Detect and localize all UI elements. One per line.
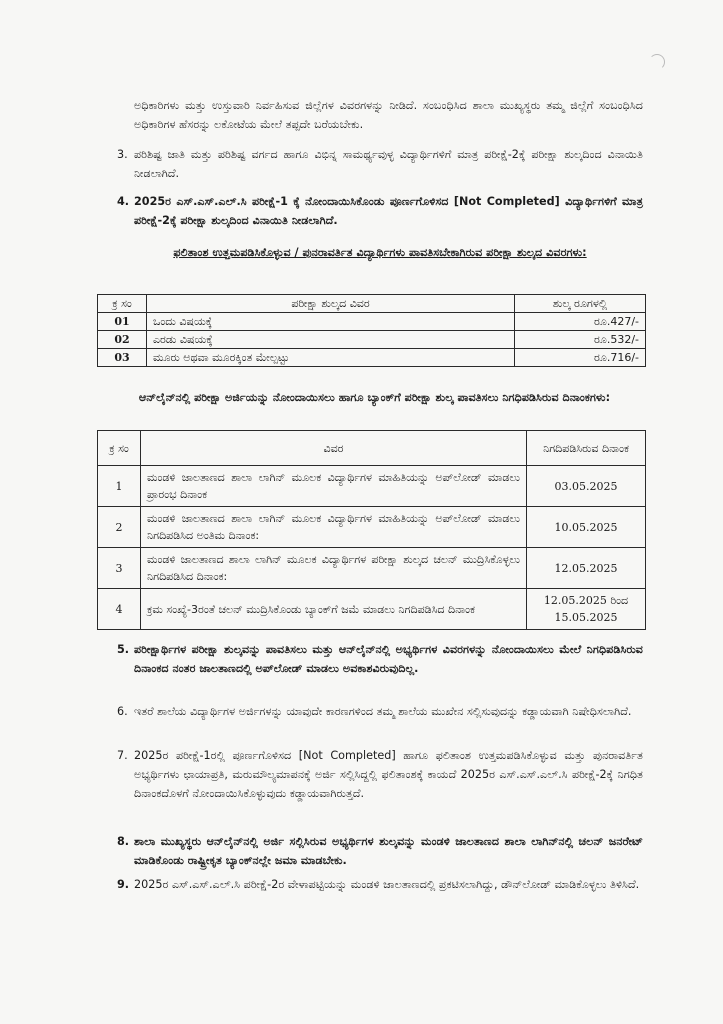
col-header-serial: ಕ್ರ ಸಂ xyxy=(98,295,147,313)
col-header-fee: ಶುಲ್ಕ ರೂಗಳಲ್ಲಿ xyxy=(515,295,646,313)
list-item-3 xyxy=(117,145,643,183)
item-text: ಶಾಲಾ ಮುಖ್ಯಸ್ಥರು ಆನ್‌ಲೈನ್‌ನಲ್ಲಿ ಅರ್ಜಿ ಸಲ್ಲಿಸಿರುವ ಅಭ್ಯರ್ಥಿಗಳ ಶುಲ್ಕವನ್ನು ಮಂಡಳಿ ಜಾಲತಾಣದ ಶಾಲಾ ಲಾಗಿನ್‌ನಲ್ಲಿ ಚಲನ್ ಜನರೇಟ್ ಮಾಡಿಕೊಂಡು ರಾಷ್ಟ್ರೀಕೃತ ಬ್ಯಾಂಕ್‌ನಲ್ಲೇ ಜಮಾ ಮಾಡಬೇಕು. xyxy=(134,835,643,867)
col-header-description: ಪರೀಕ್ಷಾ ಶುಲ್ಕದ ವಿವರ xyxy=(147,295,515,313)
item-number: 8. xyxy=(117,835,130,848)
col-header-description: ವಿವರ xyxy=(141,431,527,466)
fee-table xyxy=(97,294,646,367)
dates-heading-text: ಆನ್‌ಲೈನ್‌ನಲ್ಲಿ ಪರೀಕ್ಷಾ ಅರ್ಜಿಯನ್ನು ನೋಂದಾಯಿಸಲು ಹಾಗೂ ಬ್ಯಾಂಕ್‌ಗೆ ಪರೀಕ್ಷಾ ಶುಲ್ಕ ಪಾವತಿಸಲು ನಿಗಧಿಪಡಿಸಿರುವ ದಿನಾಂಕಗಳು: xyxy=(138,391,611,404)
table-header-row xyxy=(98,431,646,466)
cell-date: 10.05.2025 xyxy=(527,507,646,548)
item-number: 9. xyxy=(117,878,130,891)
table-row xyxy=(98,349,646,367)
list-item-5 xyxy=(117,640,643,678)
table-row xyxy=(98,589,646,630)
cell-serial: 3 xyxy=(98,548,141,589)
cell-date: 03.05.2025 xyxy=(527,466,646,507)
dates-heading xyxy=(97,388,652,407)
table-row xyxy=(98,331,646,349)
cell-fee: ರೂ.427/- xyxy=(515,313,646,331)
table-row xyxy=(98,507,646,548)
item-text: 2025ರ ಎಸ್.ಎಸ್.ಎಲ್.ಸಿ ಪರೀಕ್ಷೆ-2ರ ವೇಳಾಪಟ್ಟಿಯನ್ನು ಮಂಡಳಿ ಜಾಲತಾಣದಲ್ಲಿ ಪ್ರಕಟಿಸಲಾಗಿದ್ದು, ಡೌನ್‌ಲೋಡ್ ಮಾಡಿಕೊಳ್ಳಲು ತಿಳಿಸಿದೆ. xyxy=(134,878,640,891)
cell-description: ಮಂಡಳಿ ಜಾಲತಾಣದ ಶಾಲಾ ಲಾಗಿನ್ ಮೂಲಕ ವಿದ್ಯಾರ್ಥಿಗಳ ಪರೀಕ್ಷಾ ಶುಲ್ಕದ ಚಲನ್ ಮುದ್ರಿಸಿಕೊಳ್ಳಲು ನಿಗದಿಪಡಿಸಿದ ದಿನಾಂಕ: xyxy=(141,548,527,589)
cell-serial: 02 xyxy=(98,331,147,349)
paragraph-text: ಅಧಿಕಾರಿಗಳು ಮತ್ತು ಉಸ್ತುವಾರಿ ನಿರ್ವಹಿಸುವ ಜಿಲ್ಲೆಗಳ ವಿವರಗಳನ್ನು ನೀಡಿದೆ. ಸಂಬಂಧಿಸಿದ ಶಾಲಾ ಮುಖ್ಯಸ್ಥರು ತಮ್ಮ ಜಿಲ್ಲೆಗೆ ಸಂಬಂಧಿಸಿದ ಅಧಿಕಾರಿಗಳ ಹೆಸರನ್ನು ಲಕೋಟೆಯ ಮೇಲೆ ತಪ್ಪದೇ ಬರೆಯಬೇಕು. xyxy=(134,99,643,131)
cell-description: ಎರಡು ವಿಷಯಕ್ಕೆ xyxy=(147,331,515,349)
cell-description: ಕ್ರಮ ಸಂಖ್ಯೆ-3ರಂತೆ ಚಲನ್ ಮುದ್ರಿಸಿಕೊಂಡು ಬ್ಯಾಂಕ್‌ಗೆ ಜಮೆ ಮಾಡಲು ನಿಗದಿಪಡಿಸಿದ ದಿನಾಂಕ xyxy=(141,589,527,630)
table-row xyxy=(98,313,646,331)
item-number: 5. xyxy=(117,643,130,656)
item-text: ಇತರೆ ಶಾಲೆಯ ವಿದ್ಯಾರ್ಥಿಗಳ ಅರ್ಜಿಗಳನ್ನು ಯಾವುದೇ ಕಾರಣಗಳಿಂದ ತಮ್ಮ ಶಾಲೆಯ ಮುಖೇನ ಸಲ್ಲಿಸುವುದನ್ನು ಕಡ್ಡಾಯವಾಗಿ ನಿಷೇಧಿಸಲಾಗಿದೆ. xyxy=(134,705,632,718)
fee-heading-text: ಫಲಿತಾಂಶ ಉತ್ತಮಪಡಿಸಿಕೊಳ್ಳುವ / ಪುನರಾವರ್ತಿತ ವಿದ್ಯಾರ್ಥಿಗಳು ಪಾವತಿಸಬೇಕಾಗಿರುವ ಪರೀಕ್ಷಾ ಶುಲ್ಕದ ವಿವರಗಳು: xyxy=(173,246,587,259)
scan-artifact xyxy=(649,54,665,70)
table-header-row xyxy=(98,295,646,313)
list-item-6 xyxy=(117,702,643,721)
list-item-8 xyxy=(117,832,643,870)
item-number: 7. xyxy=(117,749,128,762)
dates-table xyxy=(97,430,646,630)
item-text: ಪರಿಶಿಷ್ಟ ಜಾತಿ ಮತ್ತು ಪರಿಶಿಷ್ಟ ವರ್ಗದ ಹಾಗೂ ವಿಭಿನ್ನ ಸಾಮರ್ಥ್ಯವುಳ್ಳ ವಿದ್ಯಾರ್ಥಿಗಳಿಗೆ ಮಾತ್ರ ಪರೀಕ್ಷೆ-2ಕ್ಕೆ ಪರೀಕ್ಷಾ ಶುಲ್ಕದಿಂದ ವಿನಾಯಿತಿ ನೀಡಲಾಗಿದೆ. xyxy=(134,148,643,180)
item-text: ಪರೀಕ್ಷಾರ್ಥಿಗಳ ಪರೀಕ್ಷಾ ಶುಲ್ಕವನ್ನು ಪಾವತಿಸಲು ಮತ್ತು ಆನ್‌ಲೈನ್‌ನಲ್ಲಿ ಅಭ್ಯರ್ಥಿಗಳ ವಿವರಗಳನ್ನು ನೋಂದಾಯಿಸಲು ಮೇಲೆ ನಿಗಧಿಪಡಿಸಿರುವ ದಿನಾಂಕದ ನಂತರ ಜಾಲತಾಣದಲ್ಲಿ ಅಪ್‌ಲೋಡ್ ಮಾಡಲು ಅವಕಾಶವಿರುವುದಿಲ್ಲ. xyxy=(134,643,643,675)
fee-heading xyxy=(117,243,643,262)
cell-description: ಮಂಡಳಿ ಜಾಲತಾಣದ ಶಾಲಾ ಲಾಗಿನ್ ಮೂಲಕ ವಿದ್ಯಾರ್ಥಿಗಳ ಮಾಹಿತಿಯನ್ನು ಅಪ್‌ಲೋಡ್ ಮಾಡಲು ಪ್ರಾರಂಭ ದಿನಾಂಕ xyxy=(141,466,527,507)
item-number: 4. xyxy=(117,195,130,208)
cell-serial: 4 xyxy=(98,589,141,630)
cell-fee: ರೂ.716/- xyxy=(515,349,646,367)
item-number: 6. xyxy=(117,705,128,718)
cell-description: ಮೂರು ಅಥವಾ ಮೂರಕ್ಕಿಂತ ಮೇಲ್ಪಟ್ಟು xyxy=(147,349,515,367)
list-item-4 xyxy=(117,192,643,230)
cell-serial: 03 xyxy=(98,349,147,367)
cell-serial: 2 xyxy=(98,507,141,548)
cell-serial: 01 xyxy=(98,313,147,331)
col-header-date: ನಿಗದಿಪಡಿಸಿರುವ ದಿನಾಂಕ xyxy=(527,431,646,466)
cell-serial: 1 xyxy=(98,466,141,507)
cell-date: 12.05.2025 xyxy=(527,548,646,589)
item-text: 2025ರ ಎಸ್.ಎಸ್.ಎಲ್.ಸಿ ಪರೀಕ್ಷೆ-1 ಕ್ಕೆ ನೋಂದಾಯಿಸಿಕೊಂಡು ಪೂರ್ಣಗೊಳಿಸದ [Not Completed] ವಿದ್ಯಾರ್ಥಿಗಳಿಗೆ ಮಾತ್ರ ಪರೀಕ್ಷೆ-2ಕ್ಕೆ ಪರೀಕ್ಷಾ ಶುಲ್ಕದಿಂದ ವಿನಾಯಿತಿ ನೀಡಲಾಗಿದೆ. xyxy=(134,195,643,227)
cell-date: 12.05.2025 ರಿಂದ 15.05.2025 xyxy=(527,589,646,630)
paragraph-continuation xyxy=(134,96,643,134)
cell-description: ಮಂಡಳಿ ಜಾಲತಾಣದ ಶಾಲಾ ಲಾಗಿನ್ ಮೂಲಕ ವಿದ್ಯಾರ್ಥಿಗಳ ಮಾಹಿತಿಯನ್ನು ಅಪ್‌ಲೋಡ್ ಮಾಡಲು ನಿಗದಿಪಡಿಸಿದ ಅಂತಿಮ ದಿನಾಂಕ: xyxy=(141,507,527,548)
item-number: 3. xyxy=(117,148,128,161)
cell-fee: ರೂ.532/- xyxy=(515,331,646,349)
table-row xyxy=(98,548,646,589)
table-row xyxy=(98,466,646,507)
cell-description: ಒಂದು ವಿಷಯಕ್ಕೆ xyxy=(147,313,515,331)
list-item-7 xyxy=(117,746,643,803)
col-header-serial: ಕ್ರ ಸಂ xyxy=(98,431,141,466)
item-text: 2025ರ ಪರೀಕ್ಷೆ-1ರಲ್ಲಿ ಪೂರ್ಣಗೊಳಿಸದ [Not Completed] ಹಾಗೂ ಫಲಿತಾಂಶ ಉತ್ತಮಪಡಿಸಿಕೊಳ್ಳುವ ಮತ್ತು ಪುನರಾವರ್ತಿತ ಅಭ್ಯರ್ಥಿಗಳು ಛಾಯಾಪ್ರತಿ, ಮರುಮೌಲ್ಯಮಾಪನಕ್ಕೆ ಅರ್ಜಿ ಸಲ್ಲಿಸಿದ್ದಲ್ಲಿ ಫಲಿತಾಂಶಕ್ಕೆ ಕಾಯದೆ 2025ರ ಎಸ್.ಎಸ್.ಎಲ್.ಸಿ ಪರೀಕ್ಷೆ-2ಕ್ಕೆ ನಿಗಧಿತ ದಿನಾಂಕದೊಳಗೆ ನೋಂದಾಯಿಸಿಕೊಳ್ಳುವುದು ಕಡ್ಡಾಯವಾಗಿರುತ್ತದೆ. xyxy=(134,749,643,800)
list-item-9 xyxy=(117,875,643,894)
